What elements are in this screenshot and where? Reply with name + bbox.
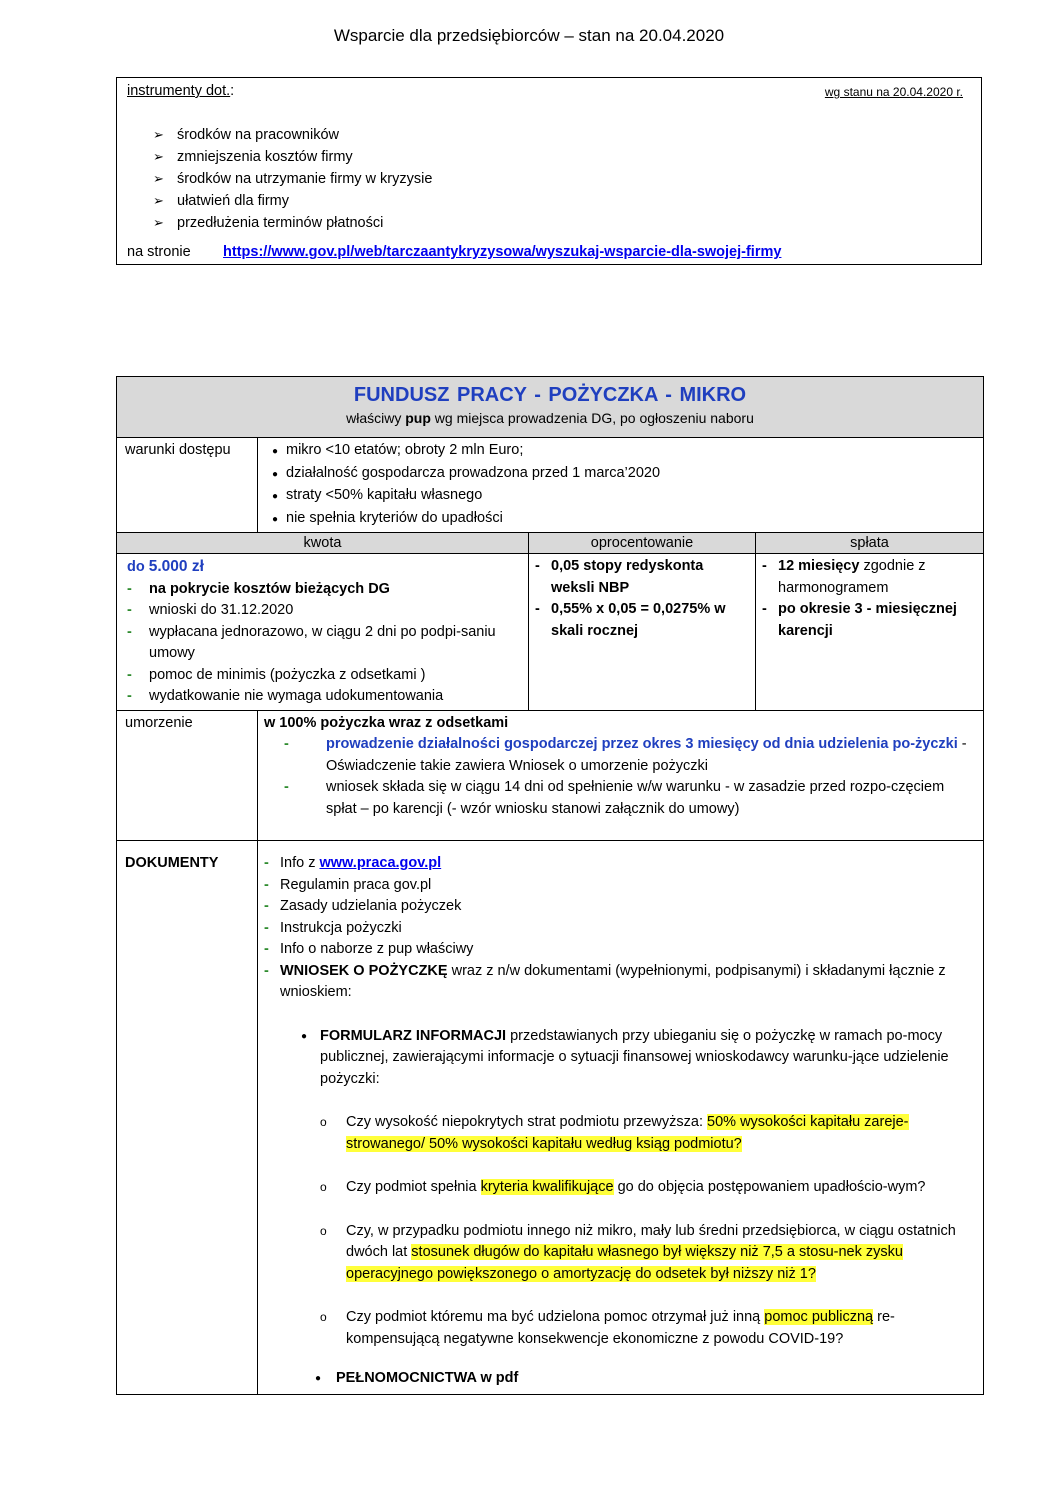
umorzenie-head: w 100% pożyczka wraz z odsetkami xyxy=(264,714,509,731)
circle-bullet-icon: o xyxy=(320,1115,327,1129)
col-oprocentowanie-header: oprocentowanie xyxy=(529,533,756,554)
circle-bullet-icon: o xyxy=(320,1223,327,1238)
list-item: - 0,55% x 0,05 = 0,0275% w skali rocznej xyxy=(535,601,726,639)
umorzenie-label: umorzenie xyxy=(117,710,258,841)
site-line xyxy=(127,244,781,260)
list-item: - wnioski do 31.12.2020 xyxy=(127,600,522,622)
kwota-cell xyxy=(117,554,529,711)
list-item: - Regulamin praca gov.pl xyxy=(264,875,977,897)
dash-bullet-icon: - xyxy=(284,736,289,752)
dash-bullet-icon: - xyxy=(264,855,269,871)
bullet-icon: ● xyxy=(271,513,279,525)
site-label: na stronie xyxy=(127,244,191,260)
dash-bullet-icon: - xyxy=(264,876,269,893)
dash-bullet-icon: - xyxy=(127,666,132,683)
dash-bullet-icon: - xyxy=(284,779,289,795)
list-item: ● straty <50% kapitału własnego xyxy=(264,485,977,508)
list-item: - pomoc de minimis (pożyczka z odsetkami ) xyxy=(127,665,522,687)
list-item: ➢ środków na pracowników xyxy=(153,124,432,146)
list-item: o Czy podmiot spełnia kryteria kwalifikujące go do objęcia postępowaniem upadłościo-wym? xyxy=(264,1177,977,1199)
dash-bullet-icon: - xyxy=(127,688,132,704)
arrow-bullet-icon: ➢ xyxy=(153,149,164,164)
list-item: o Czy, w przypadku podmiotu innego niż mikro, mały lub średni przedsiębiorca, w ciągu ostatnich dwóch lat stosunek długów do kapitału własnego był większy niż 7,5 a stosu-nek zysku operacyjnego powiększonego o amortyzację do odsetek był niższy niż 1? xyxy=(264,1221,977,1286)
list-item: - prowadzenie działalności gospodarczej przez okres 3 miesięcy od dnia udzielenia po-życzki - Oświadczenie takie zawiera Wniosek o umorzenie pożyczki xyxy=(264,734,977,777)
table-subtitle: właściwy pup wg miejsca prowadzenia DG, po ogłoszeniu naboru xyxy=(346,410,754,426)
dash-bullet-icon: - xyxy=(264,898,269,914)
page-title: Wsparcie dla przedsiębiorców – stan na 20.04.2020 xyxy=(333,26,725,45)
bullet-icon: ● xyxy=(271,468,279,480)
dash-bullet-icon: - xyxy=(127,580,132,597)
list-item: ➢ przedłużenia terminów płatności xyxy=(153,212,432,234)
table-header xyxy=(117,377,984,438)
list-item: - na pokrycie kosztów bieżących DG xyxy=(127,579,522,601)
dash-bullet-icon: - xyxy=(127,602,132,618)
oprocentowanie-cell xyxy=(529,554,756,711)
instruments-list xyxy=(153,124,432,234)
warunki-label: warunki dostępu xyxy=(117,438,258,533)
list-item: - wniosek składa się w ciągu 14 dni od spełnienie w/w warunku - w zasadzie przed rozpo-częciem spłat – po karencji (- wzór wniosku stanowi załącznik do umowy) xyxy=(264,777,977,820)
arrow-bullet-icon: ➢ xyxy=(153,171,164,186)
list-item: - Info o naborze z pup właściwy xyxy=(264,939,977,961)
list-item: o Czy podmiot któremu ma być udzielona pomoc otrzymał już inną pomoc publiczną re-kompensującą negatywne konsekwencje ekonomiczne z powodu COVID-19? xyxy=(264,1307,977,1350)
bullet-icon: ● xyxy=(300,1030,308,1042)
dash-bullet-icon: - xyxy=(127,623,132,640)
list-item: ● mikro <10 etatów; obroty 2 mln Euro; xyxy=(264,440,977,463)
circle-bullet-icon: o xyxy=(320,1310,327,1324)
dokumenty-label: DOKUMENTY xyxy=(117,841,258,1395)
list-item: ➢ zmniejszenia kosztów firmy xyxy=(153,146,432,168)
list-item: - Instrukcja pożyczki xyxy=(264,918,977,940)
list-item: - Zasady udzielania pożyczek xyxy=(264,896,977,918)
list-item: - wypłacana jednorazowo, w ciągu 2 dni po podpi-saniu umowy xyxy=(127,622,522,665)
dash-bullet-icon: - xyxy=(264,962,269,979)
table-title: FUNDUSZ PRACY - POŻYCZKA - MIKRO xyxy=(353,384,747,406)
list-item: ● PEŁNOMOCNICTWA w pdf xyxy=(264,1368,977,1390)
loan-table xyxy=(116,376,984,1395)
arrow-bullet-icon: ➢ xyxy=(153,193,164,208)
kwota-amount: do 5.000 zł xyxy=(127,558,204,575)
bullet-icon: ● xyxy=(271,491,279,502)
circle-bullet-icon: o xyxy=(320,1180,327,1194)
gov-site-link[interactable]: https://www.gov.pl/web/tarczaantykryzysowa/wyszukaj-wsparcie-dla-swojej-firmy xyxy=(223,244,782,260)
list-item: - po okresie 3 - miesięcznej karencji xyxy=(762,601,957,639)
arrow-bullet-icon: ➢ xyxy=(153,215,164,230)
list-item: ➢ ułatwień dla firmy xyxy=(153,190,432,212)
dokumenty-cell xyxy=(258,841,984,1395)
list-item: ● działalność gospodarcza prowadzona przed 1 marca’2020 xyxy=(264,463,977,486)
splata-cell xyxy=(756,554,984,711)
list-item: - WNIOSEK O POŻYCZKĘ wraz z n/w dokumentami (wypełnionymi, podpisanymi) i składanymi łącznie z wnioskiem: xyxy=(264,961,977,1004)
list-item: ● nie spełnia kryteriów do upadłości xyxy=(264,508,977,531)
umorzenie-cell xyxy=(258,710,984,841)
dash-bullet-icon: - xyxy=(264,919,269,936)
praca-gov-link[interactable]: www.praca.gov.pl xyxy=(319,855,442,871)
list-item: - wydatkowanie nie wymaga udokumentowania xyxy=(127,686,522,708)
dash-bullet-icon: - xyxy=(264,941,269,957)
list-item: - Info z www.praca.gov.pl xyxy=(264,853,977,875)
bullet-icon: ● xyxy=(314,1373,322,1384)
list-item: - 12 miesięcy zgodnie z harmonogramem xyxy=(762,558,926,596)
instruments-box xyxy=(116,77,982,265)
instruments-heading: instrumenty dot.: xyxy=(127,83,235,99)
date-note: wg stanu na 20.04.2020 r. xyxy=(824,85,963,99)
list-item: o Czy wysokość niepokrytych strat podmiotu przewyższa: 50% wysokości kapitału zareje-strowanego/ 50% wysokości kapitału według ksiąg podmiotu? xyxy=(264,1112,977,1155)
warunki-cell xyxy=(258,438,984,533)
bullet-icon: ● xyxy=(271,446,279,457)
list-item: ➢ środków na utrzymanie firmy w kryzysie xyxy=(153,168,432,190)
col-splata-header: spłata xyxy=(756,533,984,554)
list-item: - 0,05 stopy redyskonta weksli NBP xyxy=(535,558,704,596)
col-kwota-header: kwota xyxy=(117,533,529,554)
list-item: ● FORMULARZ INFORMACJI przedstawianych przy ubieganiu się o pożyczkę w ramach po-mocy publicznej, zawierającymi informacje o sytuacji finansowej wnioskodawcy warunku-jące udzielenie pożyczki: xyxy=(264,1026,977,1091)
arrow-bullet-icon: ➢ xyxy=(153,127,164,142)
